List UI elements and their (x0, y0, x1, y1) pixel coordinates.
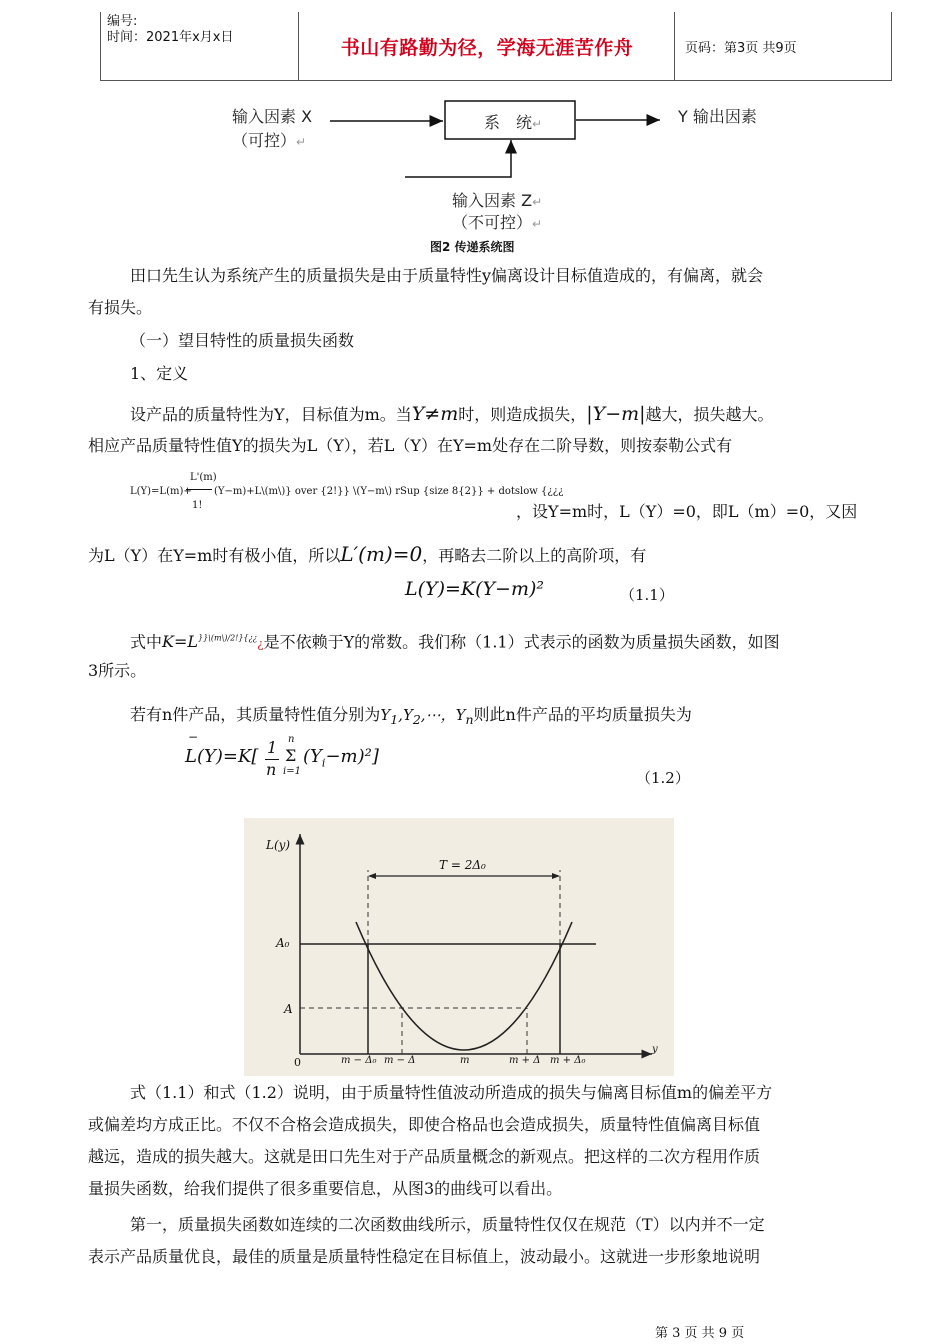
paragraph-4c: 3所示。 (88, 661, 147, 680)
header-motto: 书山有路勤为径，学海无涯苦作舟 (300, 12, 675, 80)
taylor-formula: L(Y)=L(m)+ L'(m) 1! (Y−m)+L\(m\)} over {2!}} \(Y−m\) rSup {size 8{2}} + dotslow {¿¿¿ (130, 472, 564, 511)
figure-3-t-label: T = 2Δ₀ (436, 858, 489, 872)
figure-3-a0: A₀ (276, 936, 290, 950)
paragraph-6b: 或偏差均方成正比。不仅不合格会造成损失，即使合格品也会造成损失，质量特性值偏离目标值 (88, 1115, 761, 1134)
p2-part-a: 设产品的质量特性为Y，目标值为m。当 (130, 405, 412, 424)
p4-part-a: 式中 (130, 632, 163, 652)
serial-label: 编号: (107, 14, 138, 29)
figure-3-x-label: m + Δ₀ (550, 1055, 586, 1066)
figure-3-x-label: m (460, 1055, 470, 1066)
figure-2-caption: 图2 传递系统图 (430, 240, 515, 254)
paragraph-4: 式中$K=L^{\}\}\backslash(m\backslash)/2!\}\{¿¿}¿$是不依赖于Y的常数。我们称（1.1）式表示的函数为质量损失函数，如图 (130, 632, 780, 652)
p3-part-b: 为L（Y）在Y=m时有极小值，所以 (88, 546, 341, 565)
paragraph-7b: 表示产品质量优良，最佳的质量是质量特性稳定在目标值上，波动最小。这就进一步形象地说明 (88, 1247, 761, 1266)
figure-3-a: A (284, 1002, 293, 1016)
definition-heading: 1、定义 (130, 364, 189, 383)
p5-part-a: 若有n件产品，其质量特性值分别为 (130, 705, 381, 724)
paragraph-6c: 越远，造成的损失越大。这就是田口先生对于产品质量概念的新观点。把这样的二次方程用作质 (88, 1147, 761, 1166)
section-heading: （一）望目特性的质量损失函数 (130, 331, 355, 350)
paragraph-6a: 式（1.1）和式（1.2）说明，由于质量特性值波动所造成的损失与偏离目标值m的偏差平方 (130, 1083, 773, 1102)
p4-part-b: 是不依赖于Y的常数。我们称（1.1）式表示的函数为质量损失函数，如图 (263, 632, 780, 652)
equation-1-2: − L(Y)=K[ 1 n n Σ i=1 $(Y_i-m)^2$] (185, 730, 379, 779)
math-k: $K=L^{\}\}\backslash(m\backslash)/2!\}\{¿¿}$ (162, 632, 258, 652)
figure-3-ylabel: L(y) (266, 838, 291, 852)
figure-3-x-label: m − Δ₀ (341, 1055, 377, 1066)
math-y-list: $Y_1,Y_2,\cdots$，$Y_n$ (380, 706, 474, 727)
header-page-info: 页码：第3页 共9页 (685, 40, 797, 56)
paragraph-1b: 有损失。 (88, 298, 153, 317)
figure-3-plot (244, 818, 674, 1076)
p2-part-b: 时，则造成损失， (458, 405, 587, 424)
paragraph-2d: 相应产品质量特性值Y的损失为L（Y），若L（Y）在Y=m处存在二阶导数，则按泰勒公式有 (88, 436, 733, 455)
math-abs-y-m: |Y−m| (586, 403, 646, 425)
figure-3 (244, 818, 674, 1076)
paragraph-3a: ，设Y=m时，L（Y）=0，即L（m）=0，又因 (516, 502, 858, 521)
input-x-note: （可控） (232, 131, 297, 150)
figure-2: 输入因素 X （可控）↵ 系 统↵ Y 输出因素 输入因素 Z↵ （不可控）↵ 图2 传递系统图 (0, 0, 950, 260)
output-y-label: Y 输出因素 (678, 107, 757, 126)
equation-1-1: L(Y)=K(Y−m)² (405, 578, 545, 600)
p5-part-b: 则此n件产品的平均质量损失为 (473, 705, 692, 724)
figure-3-origin: 0 (294, 1056, 301, 1069)
taylor-tail: (Y−m)+L\(m\)} over {2!}} \(Y−m\) rSup {size 8{2}} + dotslow {¿¿¿ (214, 486, 564, 497)
equation-1-2-number: （1.2） (636, 769, 690, 787)
p3-part-c: ，再略去二阶以上的高阶项，有 (422, 546, 647, 565)
input-z-arrow (405, 140, 511, 177)
math-y-ne-m: Y≠m (411, 403, 459, 425)
figure-3-xaxis-label: y (652, 1044, 658, 1055)
loss-curve (356, 922, 572, 1050)
input-z-label: 输入因素 Z (452, 191, 533, 210)
math-lprime: L′(m)=0 (340, 542, 423, 566)
paragraph-2 (130, 398, 774, 431)
paragraph-3 (88, 538, 646, 572)
time-label: 时间：2021年x月x日 (107, 30, 234, 45)
paragraph-7a: 第一，质量损失函数如连续的二次函数曲线所示，质量特性仅仅在规范（T）以内并不一定 (130, 1215, 765, 1234)
equation-1-1-number: （1.1） (620, 586, 674, 604)
figure-3-x-label: m − Δ (384, 1055, 416, 1066)
system-label: 系 统 (484, 113, 533, 132)
page-footer: 第 3 页 共 9 页 (655, 1326, 745, 1341)
p2-part-c: 越大，损失越大。 (645, 405, 774, 424)
paragraph-1a: 田口先生认为系统产生的质量损失是由于质量特性y偏离设计目标值造成的，有偏离，就会 (130, 266, 764, 285)
input-x-label: 输入因素 X (232, 107, 313, 126)
figure-3-x-label: m + Δ (509, 1055, 541, 1066)
input-z-note: （不可控） (452, 213, 533, 232)
paragraph-6d: 量损失函数，给我们提供了很多重要信息，从图3的曲线可以看出。 (88, 1179, 563, 1198)
